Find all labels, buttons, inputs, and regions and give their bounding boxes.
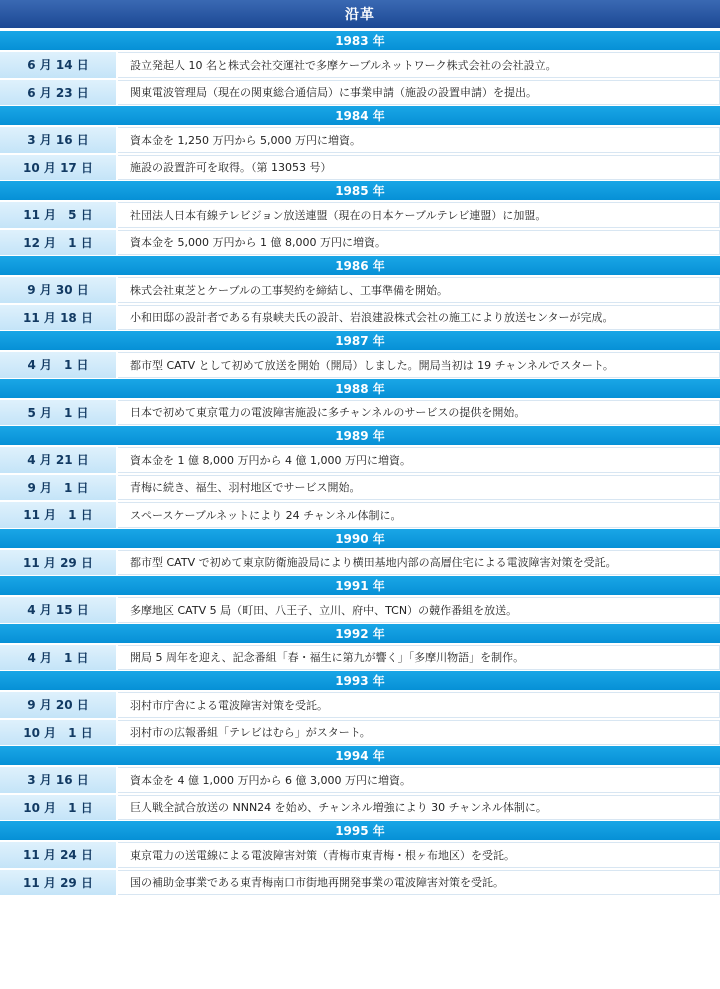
event-row bbox=[0, 595, 720, 623]
event-description: 株式会社東芝とケーブルの工事契約を締結し、工事準備を開始。 bbox=[118, 277, 720, 303]
event-date: 4 月 1 日 bbox=[0, 352, 118, 378]
event-description: 関東電波管理局（現在の関東総合通信局）に事業申請（施設の設置申請）を提出。 bbox=[118, 80, 720, 106]
event-row bbox=[0, 350, 720, 378]
event-date: 9 月 1 日 bbox=[0, 475, 118, 501]
year-header: 1994 年 bbox=[0, 745, 720, 765]
event-description: 青梅に続き、福生、羽村地区でサービス開始。 bbox=[118, 475, 720, 501]
year-header: 1988 年 bbox=[0, 378, 720, 398]
event-row bbox=[0, 445, 720, 473]
event-row bbox=[0, 398, 720, 426]
event-row bbox=[0, 500, 720, 528]
event-row bbox=[0, 473, 720, 501]
year-header: 1995 年 bbox=[0, 820, 720, 840]
event-row bbox=[0, 643, 720, 671]
event-description: 設立発起人 10 名と株式会社交運社で多摩ケーブルネットワーク株式会社の会社設立。 bbox=[118, 52, 720, 78]
event-row bbox=[0, 153, 720, 181]
event-description: 施設の設置許可を取得。（第 13053 号） bbox=[118, 155, 720, 181]
event-row bbox=[0, 840, 720, 868]
event-description: 巨人戦全試合放送の NNN24 を始め、チャンネル増強により 30 チャンネル体制に。 bbox=[118, 795, 720, 821]
event-description: 資本金を 5,000 万円から 1 億 8,000 万円に増資。 bbox=[118, 230, 720, 256]
event-date: 10 月 1 日 bbox=[0, 795, 118, 821]
event-date: 9 月 30 日 bbox=[0, 277, 118, 303]
event-description: 都市型 CATV として初めて放送を開始（開局）しました。開局当初は 19 チャンネルでスタート。 bbox=[118, 352, 720, 378]
year-header: 1987 年 bbox=[0, 330, 720, 350]
event-description: 社団法人日本有線テレビジョン放送連盟（現在の日本ケーブルテレビ連盟）に加盟。 bbox=[118, 202, 720, 228]
event-date: 10 月 17 日 bbox=[0, 155, 118, 181]
event-date: 9 月 20 日 bbox=[0, 692, 118, 718]
event-date: 3 月 16 日 bbox=[0, 127, 118, 153]
year-header: 1990 年 bbox=[0, 528, 720, 548]
year-header: 1985 年 bbox=[0, 180, 720, 200]
event-date: 10 月 1 日 bbox=[0, 720, 118, 746]
event-description: スペースケーブルネットにより 24 チャンネル体制に。 bbox=[118, 502, 720, 528]
event-row bbox=[0, 765, 720, 793]
event-date: 11 月 24 日 bbox=[0, 842, 118, 868]
event-description: 資本金を 1 億 8,000 万円から 4 億 1,000 万円に増資。 bbox=[118, 447, 720, 473]
event-row bbox=[0, 868, 720, 896]
event-description: 資本金を 4 億 1,000 万円から 6 億 3,000 万円に増資。 bbox=[118, 767, 720, 793]
event-date: 3 月 16 日 bbox=[0, 767, 118, 793]
event-row bbox=[0, 303, 720, 331]
event-description: 羽村市の広報番組「テレビはむら」がスタート。 bbox=[118, 720, 720, 746]
event-row bbox=[0, 275, 720, 303]
event-row bbox=[0, 200, 720, 228]
event-date: 6 月 23 日 bbox=[0, 80, 118, 106]
event-date: 4 月 1 日 bbox=[0, 645, 118, 671]
event-date: 11 月 5 日 bbox=[0, 202, 118, 228]
event-date: 11 月 18 日 bbox=[0, 305, 118, 331]
event-description: 資本金を 1,250 万円から 5,000 万円に増資。 bbox=[118, 127, 720, 153]
year-header: 1984 年 bbox=[0, 105, 720, 125]
event-date: 12 月 1 日 bbox=[0, 230, 118, 256]
timeline-title: 沿革 bbox=[0, 0, 720, 30]
event-description: 東京電力の送電線による電波障害対策（青梅市東青梅・根ヶ布地区）を受託。 bbox=[118, 842, 720, 868]
event-date: 4 月 21 日 bbox=[0, 447, 118, 473]
event-date: 11 月 29 日 bbox=[0, 870, 118, 896]
year-header: 1993 年 bbox=[0, 670, 720, 690]
event-description: 羽村市庁舎による電波障害対策を受託。 bbox=[118, 692, 720, 718]
event-description: 多摩地区 CATV 5 局（町田、八王子、立川、府中、TCN）の競作番組を放送。 bbox=[118, 597, 720, 623]
event-date: 11 月 1 日 bbox=[0, 502, 118, 528]
year-header: 1986 年 bbox=[0, 255, 720, 275]
event-row bbox=[0, 793, 720, 821]
year-header: 1991 年 bbox=[0, 575, 720, 595]
event-date: 6 月 14 日 bbox=[0, 52, 118, 78]
event-date: 4 月 15 日 bbox=[0, 597, 118, 623]
event-row bbox=[0, 78, 720, 106]
event-description: 小和田邸の設計者である有泉峡夫氏の設計、岩浪建設株式会社の施工により放送センターが完成。 bbox=[118, 305, 720, 331]
timeline-body bbox=[0, 30, 720, 895]
year-header: 1983 年 bbox=[0, 30, 720, 50]
year-header: 1992 年 bbox=[0, 623, 720, 643]
event-description: 国の補助金事業である東青梅南口市街地再開発事業の電波障害対策を受託。 bbox=[118, 870, 720, 896]
year-header: 1989 年 bbox=[0, 425, 720, 445]
event-description: 都市型 CATV で初めて東京防衛施設局により横田基地内部の高層住宅による電波障害対策を受託。 bbox=[118, 550, 720, 576]
event-description: 開局 5 周年を迎え、記念番組「春・福生に第九が響く」「多摩川物語」を制作。 bbox=[118, 645, 720, 671]
event-date: 5 月 1 日 bbox=[0, 400, 118, 426]
event-row bbox=[0, 228, 720, 256]
event-row bbox=[0, 690, 720, 718]
event-description: 日本で初めて東京電力の電波障害施設に多チャンネルのサービスの提供を開始。 bbox=[118, 400, 720, 426]
event-row bbox=[0, 548, 720, 576]
event-row bbox=[0, 718, 720, 746]
event-row bbox=[0, 125, 720, 153]
event-date: 11 月 29 日 bbox=[0, 550, 118, 576]
event-row bbox=[0, 50, 720, 78]
